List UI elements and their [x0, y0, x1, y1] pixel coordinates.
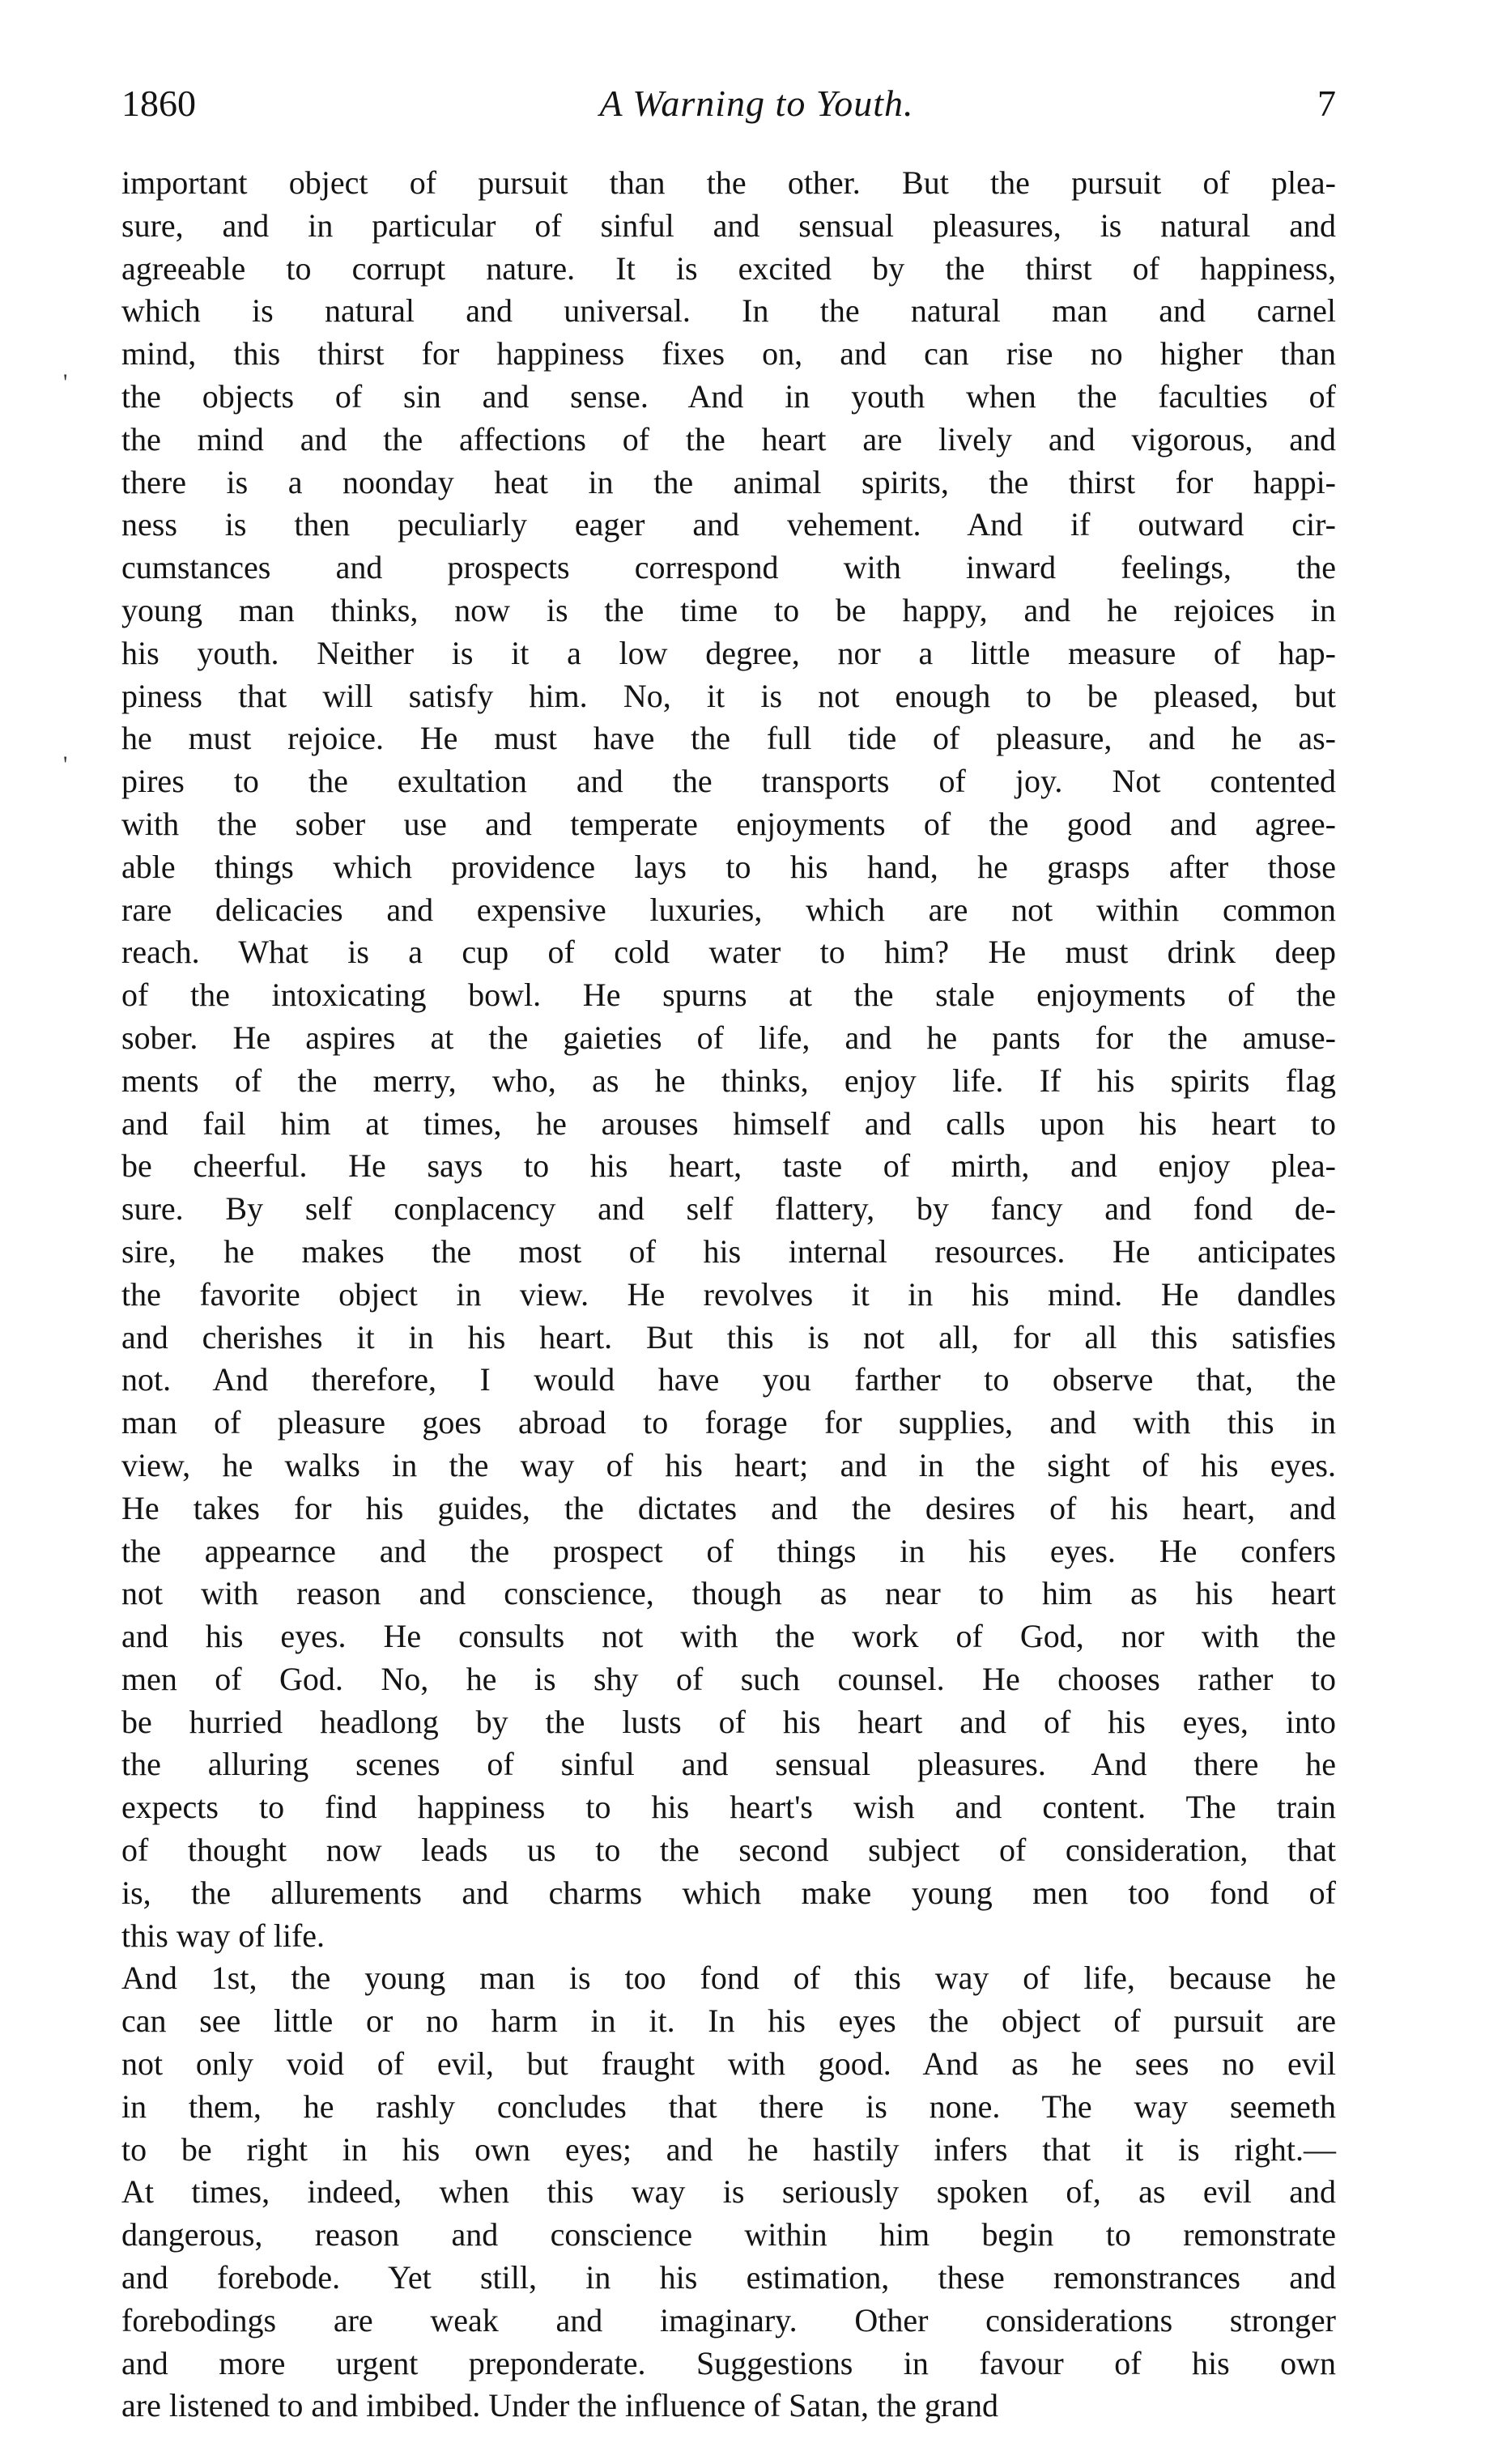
text-line: which is natural and universal. In the natural man and carnel — [121, 292, 1336, 330]
text-line: forebodings are weak and imaginary. Other considerations stronger — [121, 2301, 1336, 2338]
text-line: and forebode. Yet still, in his estimation, these remonstrances and — [121, 2259, 1336, 2296]
text-line: not only void of evil, but fraught with good. And as he sees no evil — [121, 2045, 1336, 2083]
text-line: piness that will satisfy him. No, it is not enough to be pleased, but — [121, 677, 1336, 714]
text-line: his youth. Neither is it a low degree, nor a little measure of hap- — [121, 634, 1336, 671]
text-line: he must rejoice. He must have the full tide of pleasure, and he as- — [121, 720, 1336, 757]
text-line: At times, indeed, when this way is seriously spoken of, as evil and — [121, 2173, 1336, 2211]
text-line: and fail him at times, he arouses himself and calls upon his heart to — [121, 1104, 1336, 1142]
text-line: with the sober use and temperate enjoyments of the good and agree- — [121, 805, 1336, 842]
text-line: sure, and in particular of sinful and sensual pleasures, is natural and — [121, 206, 1336, 244]
running-head — [121, 81, 1336, 130]
text-line: reach. What is a cup of cold water to him? He must drink deep — [121, 934, 1336, 971]
text-line: can see little or no harm in it. In his eyes the object of pursuit are — [121, 2002, 1336, 2040]
text-line: not with reason and conscience, though as near to him as his heart — [121, 1575, 1336, 1612]
text-line: He takes for his guides, the dictates and the desires of his heart, and — [121, 1489, 1336, 1526]
text-line: in them, he rashly concludes that there is none. The way seemeth — [121, 2087, 1336, 2125]
text-line: men of God. No, he is shy of such counsel. He chooses rather to — [121, 1660, 1336, 1697]
header-page-number: 7 — [1317, 83, 1336, 124]
text-line: is, the allurements and charms which make young men too fond of — [121, 1874, 1336, 1911]
body-text — [121, 162, 1336, 2428]
text-line: this way of life. — [121, 1917, 325, 1954]
text-line: and cherishes it in his heart. But this is not all, for all this satisfies — [121, 1318, 1336, 1355]
text-line: ments of the merry, who, as he thinks, enjoy life. If his spirits flag — [121, 1062, 1336, 1099]
text-line: the mind and the affections of the heart are lively and vigorous, and — [121, 420, 1336, 457]
text-line: pires to the exultation and the transports of joy. Not contented — [121, 763, 1336, 800]
text-line: the favorite object in view. He revolves it in his mind. He dandles — [121, 1275, 1336, 1313]
paragraph-2 — [121, 1957, 1336, 2428]
text-line: sire, he makes the most of his internal resources. He anticipates — [121, 1232, 1336, 1270]
text-line: And 1st, the young man is too fond of this way of life, because he — [121, 1960, 1336, 1997]
text-line: agreeable to corrupt nature. It is excited by the thirst of happiness, — [121, 249, 1336, 287]
text-line: view, he walks in the way of his heart; and in the sight of his eyes. — [121, 1446, 1336, 1483]
text-line: the objects of sin and sense. And in youth when the faculties of — [121, 377, 1336, 415]
text-line: be hurried headlong by the lusts of his heart and of his eyes, into — [121, 1703, 1336, 1740]
text-line: are listened to and imbibed. Under the influence of Satan, the grand — [121, 2387, 998, 2424]
text-line: man of pleasure goes abroad to forage for supplies, and with this in — [121, 1404, 1336, 1441]
text-line: there is a noonday heat in the animal spirits, the thirst for happi- — [121, 463, 1336, 500]
text-line: and his eyes. He consults not with the work of God, nor with the — [121, 1618, 1336, 1655]
text-line: dangerous, reason and conscience within him begin to remonstrate — [121, 2216, 1336, 2253]
text-line: mind, this thirst for happiness fixes on, and can rise no higher than — [121, 335, 1336, 372]
text-line: not. And therefore, I would have you farther to observe that, the — [121, 1361, 1336, 1398]
header-title: A Warning to Youth. — [599, 83, 914, 124]
text-line: sober. He aspires at the gaieties of life, and he pants for the amuse- — [121, 1019, 1336, 1056]
text-line: the alluring scenes of sinful and sensual pleasures. And there he — [121, 1746, 1336, 1783]
margin-mark: ' — [63, 751, 68, 778]
text-line: of the intoxicating bowl. He spurns at the stale enjoyments of the — [121, 977, 1336, 1014]
text-line: ness is then peculiarly eager and vehement. And if outward cir- — [121, 506, 1336, 543]
text-line: young man thinks, now is the time to be happy, and he rejoices in — [121, 591, 1336, 628]
text-line: able things which providence lays to his hand, he grasps after those — [121, 848, 1336, 885]
margin-mark: ' — [63, 369, 68, 396]
text-line: cumstances and prospects correspond with inward feelings, the — [121, 549, 1336, 586]
paragraph-1 — [121, 162, 1336, 1957]
text-line: the appearnce and the prospect of things in his eyes. He confers — [121, 1532, 1336, 1569]
text-line: and more urgent preponderate. Suggestions in favour of his own — [121, 2344, 1336, 2381]
header-year: 1860 — [121, 83, 196, 124]
text-line: of thought now leads us to the second subject of consideration, that — [121, 1832, 1336, 1869]
text-line: rare delicacies and expensive luxuries, which are not within common — [121, 891, 1336, 928]
text-line: expects to find happiness to his heart's wish and content. The train — [121, 1789, 1336, 1826]
text-line: be cheerful. He says to his heart, taste of mirth, and enjoy plea- — [121, 1147, 1336, 1185]
text-line: to be right in his own eyes; and he hastily infers that it is right.— — [121, 2130, 1336, 2168]
book-page — [121, 81, 1336, 2428]
text-line: important object of pursuit than the other. But the pursuit of plea- — [121, 164, 1336, 201]
text-line: sure. By self conplacency and self flattery, by fancy and fond de- — [121, 1190, 1336, 1228]
